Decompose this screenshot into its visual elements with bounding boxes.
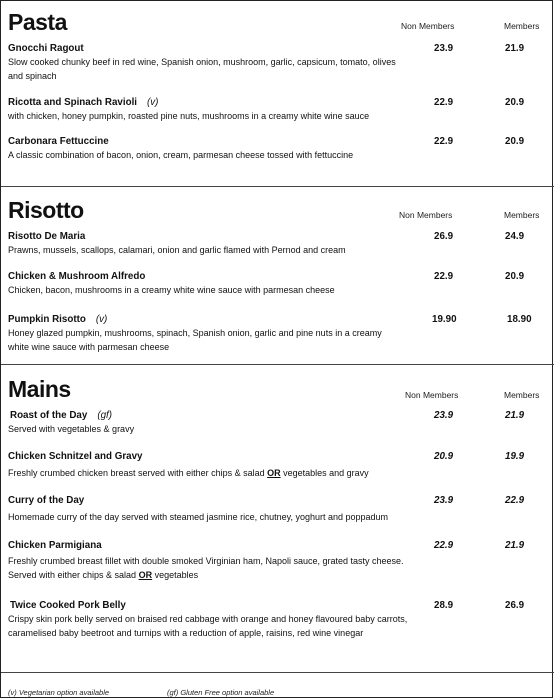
dietary-tag: (v): [147, 97, 159, 108]
section-title: Risotto: [8, 197, 84, 223]
section-divider: [1, 364, 554, 365]
item-name-row: [8, 313, 548, 326]
menu-item: [10, 409, 550, 436]
item-description: Prawns, mussels, scallops, calamari, onion and garlic flamed with Pernod and cream: [8, 245, 346, 255]
item-description: with chicken, honey pumpkin, roasted pine nuts, mushrooms in a creamy white wine sauce: [8, 111, 370, 121]
price-non-members: 22.9: [434, 136, 454, 147]
price-members: 20.9: [505, 97, 525, 108]
item-description: Chicken, bacon, mushrooms in a creamy white wine sauce with parmesan cheese: [8, 285, 335, 295]
item-description: A classic combination of bacon, onion, cream, parmesan cheese tossed with fettuccine: [8, 150, 354, 160]
price-non-members: 23.9: [434, 495, 454, 506]
menu-item: [8, 135, 548, 162]
item-name: Chicken Schnitzel and Gravy: [8, 451, 143, 462]
item-name: Chicken Parmigiana: [8, 540, 102, 551]
item-name: Risotto De Maria: [8, 231, 86, 242]
price-members: 21.9: [505, 410, 525, 421]
menu-item: [8, 494, 548, 524]
non-members-header: Non Members: [401, 21, 455, 31]
item-description: Crispy skin pork belly served on braised red cabbage with orange and honey flavoured baby carrots, caramelised baby beetroot and turnips with a reduction of apple, raisins, red wine vinegar: [8, 614, 408, 638]
section-title: Mains: [8, 376, 71, 402]
menu-item: [8, 539, 548, 582]
gluten-free-note: (gf) Gluten Free option available: [167, 688, 275, 697]
item-name: Roast of the Day: [10, 410, 88, 421]
price-members: 24.9: [505, 231, 525, 242]
price-members: 22.9: [505, 495, 525, 506]
description-part: vegetables: [152, 570, 199, 580]
price-non-members: 26.9: [434, 231, 454, 242]
menu-item: [8, 313, 548, 354]
menu-item: [8, 270, 548, 297]
description-part: Freshly crumbed chicken breast served with either chips & salad: [8, 468, 268, 478]
item-name: Gnocchi Ragout: [8, 43, 84, 54]
menu-item: [8, 96, 548, 123]
item-name: Twice Cooked Pork Belly: [10, 600, 126, 611]
item-name: Pumpkin Risotto: [8, 314, 86, 325]
price-non-members: 23.9: [434, 410, 454, 421]
non-members-header: Non Members: [399, 210, 453, 220]
members-header: Members: [504, 21, 540, 31]
item-description: Slow cooked chunky beef in red wine, Spanish onion, mushroom, garlic, capsicum, tomato, olives and spinach: [8, 57, 396, 81]
price-members: 26.9: [505, 600, 525, 611]
price-members: 20.9: [505, 136, 525, 147]
item-name: Curry of the Day: [8, 495, 85, 506]
item-name: Ricotta and Spinach Ravioli: [8, 97, 138, 108]
price-members: 18.90: [507, 314, 532, 325]
price-non-members: 19.90: [432, 314, 457, 325]
price-non-members: 23.9: [434, 43, 454, 54]
item-description: Served with vegetables & gravy: [8, 424, 135, 434]
price-members: 19.9: [505, 451, 525, 462]
dietary-tag: (gf): [97, 410, 113, 421]
item-description: Honey glazed pumpkin, mushrooms, spinach, Spanish onion, garlic and pine nuts in a creamy white wine sauce with parmesan cheese: [8, 328, 382, 352]
members-header: Members: [504, 210, 540, 220]
item-name: Chicken & Mushroom Alfredo: [8, 271, 146, 282]
non-members-header: Non Members: [405, 390, 459, 400]
or-emphasis: OR: [138, 570, 153, 580]
item-name: Carbonara Fettuccine: [8, 136, 109, 147]
price-non-members: 22.9: [434, 271, 454, 282]
price-members: 20.9: [505, 271, 525, 282]
price-non-members: 22.9: [434, 540, 454, 551]
item-description: Homemade curry of the day served with steamed jasmine rice, chutney, yoghurt and poppadum: [8, 512, 389, 522]
menu-item: [10, 599, 550, 640]
menu-item: [8, 230, 548, 257]
section-divider: [1, 186, 554, 187]
item-description: [8, 554, 413, 582]
section-divider: [1, 672, 554, 673]
dietary-tag: (v): [95, 314, 108, 325]
description-part: vegetables and gravy: [280, 468, 369, 478]
item-name-row: [10, 409, 550, 422]
section-title: Pasta: [8, 9, 67, 35]
price-members: 21.9: [505, 540, 525, 551]
members-header: Members: [504, 390, 540, 400]
price-members: 21.9: [505, 43, 525, 54]
menu-item: [8, 42, 548, 83]
description-part: Freshly crumbed breast fillet with double smoked Virginian ham, Napoli sauce, grated tasty cheese. Served with either chips & salad: [8, 556, 404, 580]
vegetarian-note: (v) Vegetarian option available: [8, 688, 110, 697]
price-non-members: 20.9: [434, 451, 454, 462]
item-description: [8, 466, 448, 480]
price-non-members: 28.9: [434, 600, 454, 611]
price-non-members: 22.9: [434, 97, 454, 108]
item-name-row: [8, 96, 548, 109]
or-emphasis: OR: [267, 468, 281, 478]
menu-item: [8, 450, 548, 480]
